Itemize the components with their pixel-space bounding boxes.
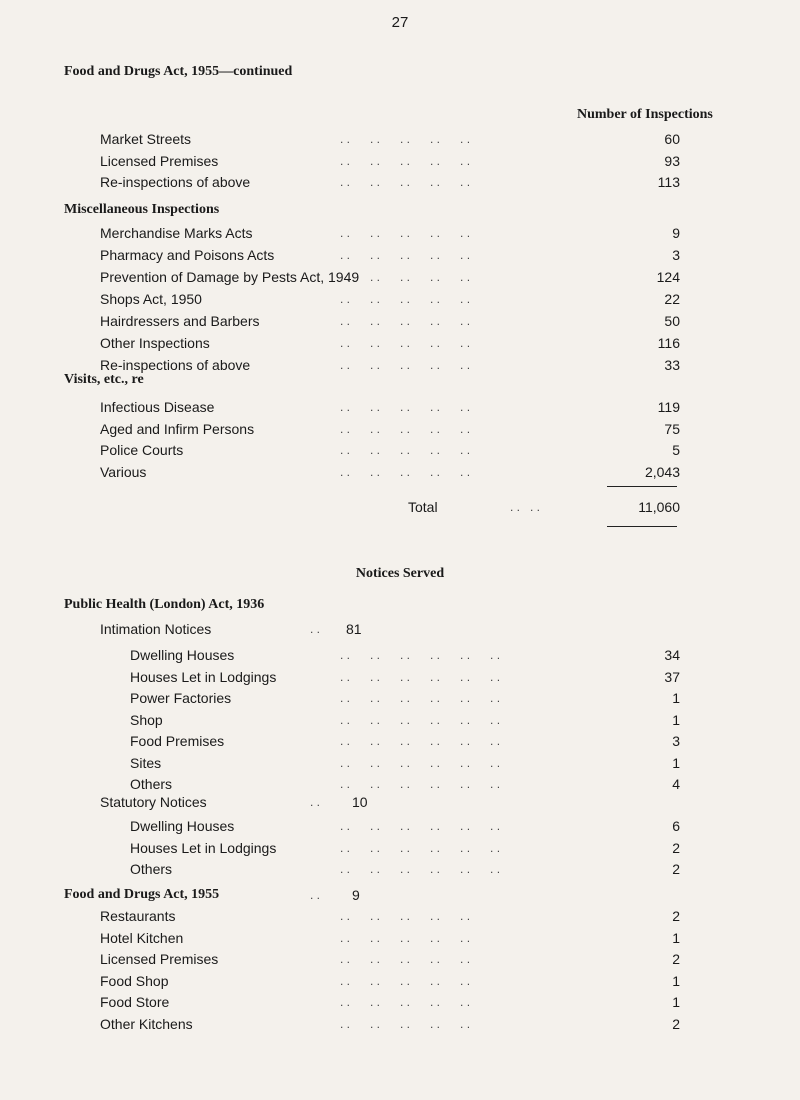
row-value: 22 (664, 291, 680, 307)
row-label: Dwelling Houses (130, 818, 235, 834)
table-row (100, 288, 680, 310)
food-drugs-dots: . . (310, 888, 321, 902)
row-label: Prevention of Damage by Pests Act, 1949 (100, 269, 360, 285)
leader-dots: . . . . . . . . . . (340, 270, 471, 284)
row-value: 4 (672, 776, 680, 792)
row-value: 2 (672, 839, 680, 856)
row-value: 3 (672, 733, 680, 749)
row-label: Food Premises (130, 733, 225, 749)
leader-dots: . . . . . . . . . . (340, 292, 471, 306)
table-row (130, 730, 680, 752)
table-row (100, 970, 680, 992)
leader-dots: . . . . . . . . . . (340, 358, 471, 372)
table-row (130, 815, 680, 837)
row-label: Houses Let in Lodgings (130, 668, 277, 685)
row-label: Other Kitchens (100, 1015, 193, 1032)
table-row (130, 644, 680, 666)
table-row (100, 244, 680, 266)
leader-dots: . . . . . . . . . . (340, 930, 471, 945)
row-value: 124 (656, 269, 680, 285)
public-health-heading: Public Health (London) Act, 1936 (64, 597, 265, 612)
page-number: 27 (391, 14, 409, 31)
row-value: 1 (672, 690, 680, 706)
statutory-dots: . . (310, 795, 321, 809)
row-label: Shops Act, 1950 (100, 291, 202, 307)
table-row (100, 905, 680, 927)
table-row (130, 858, 680, 880)
row-value: 113 (657, 174, 680, 190)
row-value: 1 (672, 972, 680, 989)
leader-dots: . . . . . . . . . . (340, 973, 471, 988)
total-label: Total (408, 499, 438, 515)
row-label: Licensed Premises (100, 152, 219, 169)
leader-dots: . . . . . . . . . . (340, 175, 471, 189)
leader-dots: . . . . . . . . . . . . (340, 712, 501, 727)
row-value: 37 (664, 668, 680, 685)
leader-dots: . . . . . . . . . . (340, 1016, 471, 1031)
table-row (100, 461, 680, 483)
row-value: 60 (664, 131, 680, 147)
row-value: 34 (664, 647, 680, 663)
row-label: Aged and Infirm Persons (100, 420, 255, 437)
row-label: Merchandise Marks Acts (100, 225, 253, 241)
statutory-label: Statutory Notices (100, 794, 207, 810)
total-rule-bottom (607, 526, 677, 527)
row-value: 116 (657, 335, 680, 351)
row-value: 75 (664, 420, 680, 437)
row-label: Hotel Kitchen (100, 929, 184, 946)
row-label: Various (100, 463, 147, 480)
row-value: 1 (672, 929, 680, 946)
row-value: 1 (672, 711, 680, 728)
leader-dots: . . . . . . . . . . . . (340, 777, 501, 791)
row-value: 93 (664, 152, 680, 169)
statutory-row (100, 791, 400, 813)
leader-dots: . . . . . . . . . . (340, 314, 471, 328)
intimation-row (100, 618, 400, 640)
row-label: Sites (130, 754, 162, 771)
leader-dots: . . . . . . . . . . (340, 909, 471, 923)
table-row (100, 439, 680, 461)
leader-dots: . . . . . . . . . . . . (340, 734, 501, 748)
row-label: Power Factories (130, 690, 232, 706)
table-row (100, 1013, 680, 1035)
row-value: 3 (672, 247, 680, 263)
table-row (100, 948, 680, 970)
table-row (100, 354, 680, 376)
food-drugs-count: 9 (352, 887, 360, 903)
total-rule-top (607, 486, 677, 487)
row-label: Food Store (100, 994, 170, 1010)
table-row (130, 687, 680, 709)
row-value: 6 (672, 818, 680, 834)
table-row (100, 927, 680, 949)
row-label: Houses Let in Lodgings (130, 839, 277, 856)
table-row (130, 666, 680, 688)
table-row (130, 752, 680, 774)
table-row (100, 332, 680, 354)
row-value: 2 (672, 908, 680, 924)
leader-dots: . . . . . . . . . . (340, 248, 471, 262)
intimation-label: Intimation Notices (100, 621, 212, 637)
total-dots: . . . . (510, 500, 541, 514)
row-label: Other Inspections (100, 335, 210, 351)
leader-dots: . . . . . . . . . . . . (340, 648, 501, 662)
table-row (100, 222, 680, 244)
row-label: Pharmacy and Poisons Acts (100, 247, 275, 263)
leader-dots: . . . . . . . . . . (340, 952, 471, 966)
food-drugs-label: Food and Drugs Act, 1955 (64, 887, 220, 902)
table-row (100, 150, 680, 172)
row-label: Shop (130, 711, 163, 728)
table-row (100, 991, 680, 1013)
row-label: Dwelling Houses (130, 647, 235, 663)
row-label: Restaurants (100, 908, 176, 924)
table-row (100, 396, 680, 418)
row-value: 2 (672, 861, 680, 877)
row-value: 119 (657, 399, 680, 415)
row-label: Infectious Disease (100, 399, 215, 415)
leader-dots: . . . . . . . . . . . . (340, 840, 501, 855)
intimation-count: 81 (346, 621, 362, 637)
food-drugs-row (64, 884, 404, 906)
row-label: Market Streets (100, 131, 192, 147)
section-title: Food and Drugs Act, 1955—continued (64, 64, 293, 79)
misc-heading: Miscellaneous Inspections (64, 202, 220, 217)
intimation-dots: . . (310, 622, 321, 636)
leader-dots: . . . . . . . . . . (340, 153, 471, 168)
row-value: 2 (672, 951, 680, 967)
table-row (100, 310, 680, 332)
leader-dots: . . . . . . . . . . . . (340, 691, 501, 705)
leader-dots: . . . . . . . . . . . . (340, 669, 501, 684)
leader-dots: . . . . . . . . . . (340, 995, 471, 1009)
table-row (130, 837, 680, 859)
row-value: 33 (664, 357, 680, 373)
row-value: 1 (672, 994, 680, 1010)
visits-heading: Visits, etc., re (64, 372, 144, 387)
leader-dots: . . . . . . . . . . (340, 421, 471, 436)
leader-dots: . . . . . . . . . . . . (340, 819, 501, 833)
row-value: 2 (672, 1015, 680, 1032)
leader-dots: . . . . . . . . . . (340, 226, 471, 240)
notices-heading: Notices Served (355, 566, 445, 581)
row-label: Licensed Premises (100, 951, 219, 967)
leader-dots: . . . . . . . . . . (340, 443, 471, 457)
leader-dots: . . . . . . . . . . . . (340, 862, 501, 876)
row-label: Police Courts (100, 442, 184, 458)
row-value: 1 (672, 754, 680, 771)
statutory-count: 10 (352, 794, 368, 810)
table-row (100, 266, 680, 288)
row-label: Others (130, 776, 173, 792)
leader-dots: . . . . . . . . . . (340, 464, 471, 479)
leader-dots: . . . . . . . . . . (340, 400, 471, 414)
leader-dots: . . . . . . . . . . (340, 336, 471, 350)
table-row (130, 709, 680, 731)
table-row (100, 418, 680, 440)
row-value: 5 (672, 442, 680, 458)
row-label: Re-inspections of above (100, 174, 251, 190)
row-value: 2,043 (644, 463, 680, 480)
table-row (100, 171, 680, 193)
table-row (100, 128, 680, 150)
row-value: 9 (672, 225, 680, 241)
total-value: 11,060 (638, 499, 680, 515)
row-label: Others (130, 861, 173, 877)
row-label: Food Shop (100, 972, 169, 989)
row-label: Re-inspections of above (100, 357, 251, 373)
total-row (100, 496, 680, 518)
row-value: 50 (664, 313, 680, 329)
leader-dots: . . . . . . . . . . (340, 132, 471, 146)
row-label: Hairdressers and Barbers (100, 313, 260, 329)
leader-dots: . . . . . . . . . . . . (340, 755, 501, 770)
column-header: Number of Inspections (577, 107, 713, 122)
